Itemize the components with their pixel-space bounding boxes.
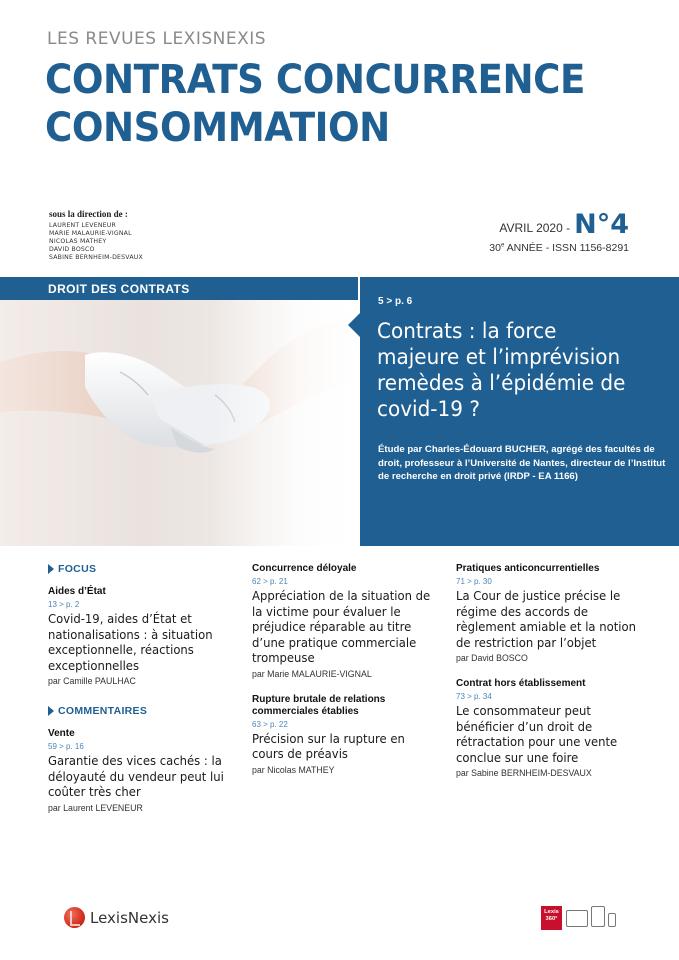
feature-author: Étude par Charles-Édouard BUCHER, agrégé des facultés de droit, professeur à l’Université de Nantes, directeur de l’Institut de recherche en droit privé (IRDP - EA 1166) bbox=[378, 444, 666, 482]
section-focus bbox=[48, 563, 228, 575]
lexisnexis-logo bbox=[64, 907, 169, 928]
handshake-photo bbox=[0, 277, 358, 546]
entry-author: par Nicolas MATHEY bbox=[252, 764, 335, 775]
pointer-notch bbox=[348, 313, 360, 337]
entry-page: 71 > p. 30 bbox=[456, 577, 492, 586]
section-commentaires bbox=[48, 705, 228, 717]
entry-rubric: Pratiques anticoncurrentielles bbox=[456, 563, 600, 574]
journal-title-line2: CONSOMMATION bbox=[45, 105, 390, 151]
issue-date: AVRIL 2020 - bbox=[499, 221, 571, 235]
section-focus-label: FOCUS bbox=[58, 563, 97, 575]
entry-page: 62 > p. 21 bbox=[252, 577, 288, 586]
entry-page: 59 > p. 16 bbox=[48, 742, 84, 751]
journal-title bbox=[45, 56, 585, 152]
entry-title: Appréciation de la situation de la victime pour évaluer le préjudice réparable au titre d’une pratique commerciale trompeuse bbox=[252, 588, 431, 665]
entry-title: La Cour de justice précise le régime des accords de règlement amiable et la notion de restriction par l’objet bbox=[456, 588, 636, 650]
annee-issn: ANNÉE - ISSN 1156-8291 bbox=[504, 242, 629, 254]
lexis360-badge bbox=[541, 906, 562, 930]
director-name: NICOLAS MATHEY bbox=[49, 238, 107, 245]
toc-entry[interactable] bbox=[48, 728, 228, 814]
director-name: LAURENT LEVENEUR bbox=[49, 222, 116, 229]
entry-rubric: Rupture brutale de relations commerciales établies bbox=[252, 693, 386, 717]
entry-title: Garantie des vices cachés : la déloyauté du vendeur peut lui coûter très cher bbox=[48, 753, 224, 799]
contents-column-3 bbox=[456, 563, 646, 793]
badge-line1: Lexis bbox=[544, 909, 559, 915]
laptop-icon bbox=[566, 910, 588, 927]
series-name: LES REVUES LEXISNEXIS bbox=[47, 29, 267, 49]
direction-label: sous la direction de : bbox=[49, 209, 128, 219]
devices-group bbox=[566, 906, 616, 927]
entry-author: par Marie MALAURIE-VIGNAL bbox=[252, 668, 372, 679]
annee-number: 30 bbox=[489, 242, 501, 254]
director-name: MARIE MALAURIE-VIGNAL bbox=[49, 230, 132, 237]
triangle-right-icon bbox=[48, 706, 54, 716]
feature-panel bbox=[360, 277, 679, 546]
toc-entry[interactable] bbox=[456, 678, 646, 779]
issue-info bbox=[489, 211, 629, 254]
editorial-direction bbox=[49, 209, 143, 262]
entry-page: 63 > p. 22 bbox=[252, 719, 288, 729]
toc-entry[interactable] bbox=[48, 586, 228, 687]
entry-rubric: Contrat hors établissement bbox=[456, 678, 586, 689]
feature-band bbox=[0, 277, 679, 546]
entry-author: par David BOSCO bbox=[456, 653, 528, 663]
entry-title: Le consommateur peut bénéficier d’un droit de rétractation pour une vente conclue sur une foire bbox=[456, 703, 618, 765]
contents-column-1 bbox=[48, 563, 228, 828]
phone-icon bbox=[608, 913, 616, 927]
feature-headline: Contrats : la force majeure et l’imprévision remèdes à l’épidémie de covid-19 ? bbox=[377, 319, 626, 422]
issue-number: N°4 bbox=[574, 209, 629, 240]
rubric-label: DROIT DES CONTRATS bbox=[48, 282, 190, 296]
toc-entry[interactable] bbox=[456, 563, 646, 664]
annee-suffix: e bbox=[500, 242, 505, 249]
entry-page: 73 > p. 34 bbox=[456, 692, 492, 701]
toc-entry[interactable] bbox=[252, 694, 432, 776]
entry-author: par Laurent LEVENEUR bbox=[48, 802, 143, 813]
toc-entry[interactable] bbox=[252, 563, 432, 680]
badge-line2: 360° bbox=[545, 915, 558, 922]
entry-author: par Camille PAULHAC bbox=[48, 676, 136, 686]
entry-page: 13 > p. 2 bbox=[48, 600, 80, 609]
issue-year-issn bbox=[489, 242, 629, 254]
feature-page-ref: 5 > p. 6 bbox=[378, 296, 413, 307]
lexisnexis-logo-icon bbox=[64, 907, 85, 928]
entry-rubric: Vente bbox=[48, 728, 75, 739]
entry-author: par Sabine BERNHEIM-DESVAUX bbox=[456, 768, 592, 778]
triangle-right-icon bbox=[48, 564, 54, 574]
entry-rubric: Aides d’État bbox=[48, 586, 106, 597]
director-name: SABINE BERNHEIM-DESVAUX bbox=[49, 254, 143, 261]
tablet-icon bbox=[591, 906, 605, 927]
publisher-name: LexisNexis bbox=[90, 908, 169, 927]
entry-title: Précision sur la rupture en cours de préavis bbox=[252, 730, 405, 761]
section-commentaires-label: COMMENTAIRES bbox=[58, 705, 148, 717]
journal-title-line1: CONTRATS CONCURRENCE bbox=[45, 57, 585, 103]
contents-column-2 bbox=[252, 563, 432, 790]
director-name: DAVID BOSCO bbox=[49, 246, 95, 253]
rubric-bar bbox=[0, 277, 358, 300]
entry-rubric: Concurrence déloyale bbox=[252, 563, 357, 574]
entry-title: Covid-19, aides d’État et nationalisations : à situation exceptionnelle, réactions exceptionnelles bbox=[48, 611, 213, 673]
